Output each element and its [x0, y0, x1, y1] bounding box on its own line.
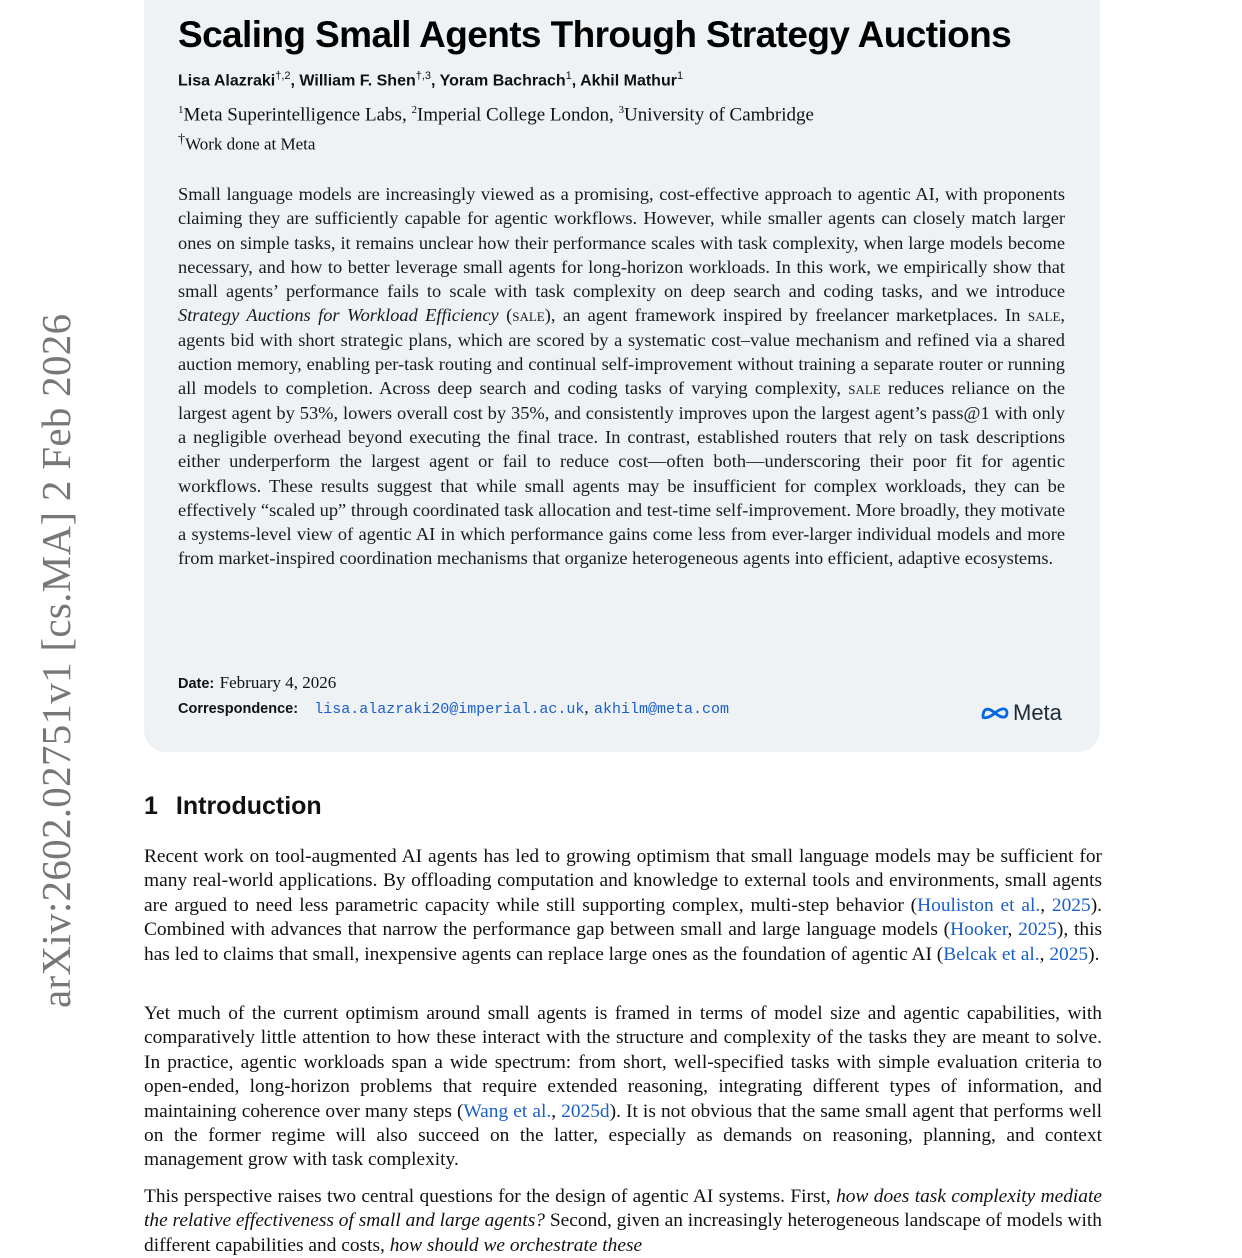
citation-link[interactable]: 2025: [1049, 943, 1089, 965]
affiliation-name: University of Cambridge: [624, 104, 814, 126]
section-heading: [144, 792, 322, 821]
arxiv-identifier: arXiv:2602.02751v1 [cs.MA] 2 Feb 2026: [33, 313, 79, 1008]
text-segment: ).: [1088, 943, 1100, 965]
citation-link[interactable]: Hooker: [950, 919, 1008, 941]
author-name: Lisa Alazraki: [178, 72, 276, 90]
affiliation-name: Meta Superintelligence Labs: [183, 104, 402, 126]
author-note: [178, 131, 315, 155]
correspondence-line: [178, 698, 729, 718]
text-segment: ,: [1040, 894, 1052, 916]
emphasis-text: how does task complexity mediate the relative effectiveness of small and large agents?: [144, 1186, 1102, 1232]
abstract-segment: (: [498, 305, 513, 326]
paper-title: Scaling Small Agents Through Strategy Auctions: [178, 14, 1012, 55]
affiliation-name: Imperial College London: [416, 104, 609, 126]
acronym: sale: [1027, 305, 1061, 326]
citation-link[interactable]: 2025: [1018, 919, 1057, 941]
abstract-text: [178, 182, 1065, 571]
affiliations: $^1$Meta Superintelligence Labs, $^2$Imperial College London, $^3$University of Cambridge: [178, 104, 814, 126]
email-separator: ,: [584, 698, 589, 717]
affiliation-superscript: 2: [411, 104, 417, 116]
date-value: February 4, 2026: [219, 673, 337, 692]
date-line: [178, 673, 336, 693]
author-name: Yoram Bachrach: [439, 72, 566, 90]
abstract-segment: , agents bid with short strategic plans, which are scored by a systematic cost–value mechanism and refined via a shared auction memory, enabling per-task routing and continual self-improvement without training a separate router or running all models to completion. Across deep search and coding tasks of varying complexity,: [178, 305, 1065, 399]
author-superscript: †,2: [275, 70, 291, 82]
citation-link[interactable]: 2025d: [561, 1100, 610, 1122]
author-list: Lisa Alazraki$^{\dagger,2}$, William F. Shen$^{\dagger,3}$, Yoram Bachrach$^1$, Akhil Mathur$^1$: [178, 70, 684, 90]
text-segment: ,: [1007, 919, 1019, 941]
intro-paragraph-1: [144, 845, 1102, 967]
citation-link[interactable]: Houliston et al.: [917, 894, 1041, 916]
emphasis-text: how should we orchestrate these: [389, 1234, 643, 1256]
section-number: 1: [144, 792, 158, 820]
date-label: Date:: [178, 676, 215, 692]
text-segment: Yet much of the current optimism around small agents is framed in terms of model size and agentic capabilities, with comparatively little attention to how these interact with the structure and complexity of the tasks they are meant to solve. In practice, agentic workloads span a wide spectrum: from short, well-specified tasks with simple evaluation criteria to open-ended, long-horizon problems that require extended reasoning, integrating different types of information, and maintaining coherence over many steps (: [144, 1003, 1102, 1122]
author-superscript: †,3: [415, 70, 432, 82]
citation-link[interactable]: Belcak et al.: [943, 943, 1040, 965]
intro-paragraph-2: [144, 1002, 1102, 1173]
text-segment: ), this has led to claims that small, inexpensive agents can replace large ones as the foundation of agentic AI (: [144, 919, 1103, 965]
correspondence-label: Correspondence:: [178, 701, 299, 717]
text-segment: This perspective raises two central questions for the design of agentic AI systems. First,: [144, 1186, 837, 1207]
affiliation-superscript: 1: [178, 104, 184, 116]
meta-logo: [980, 700, 1062, 726]
text-segment: ,: [1039, 943, 1050, 965]
text-segment: Recent work on tool-augmented AI agents has led to growing optimism that small language models may be sufficient for many real-world applications. By offloading computation and knowledge to external tools and environments, small agents are argued to need less parametric capacity while still supporting complex, multi-step behavior (: [144, 846, 1102, 916]
abstract-segment: reduces reliance on the largest agent by 53%, lowers overall cost by 35%, and consistently improves upon the largest agent’s pass@1 with only a negligible overhead beyond executing the final trace. In contrast, established routers that rely on task descriptions either underperform the largest agent or fail to reduce cost—often both—underscoring their poor fit for agentic workflows. These results suggest that while small agents may be insufficient for complex workloads, they can be effectively “scaled up” through coordinated task allocation and test-time self-improvement. More broadly, they motivate a systems-level view of agentic AI in which performance gains come less from ever-larger individual models and more from market-inspired coordination mechanisms that organize heterogeneous agents into efficient, adaptive ecosystems.: [178, 378, 1065, 569]
abstract-segment: ), an agent framework inspired by freelancer marketplaces. In: [544, 305, 1028, 326]
author-superscript: 1: [676, 70, 684, 82]
email-link[interactable]: lisa.alazraki20@imperial.ac.uk: [314, 701, 585, 718]
meta-infinity-icon: [980, 704, 1010, 722]
affiliation-superscript: 3: [618, 104, 624, 116]
author-name: William F. Shen: [299, 72, 416, 90]
author-name: Akhil Mathur: [580, 72, 677, 90]
text-segment: ). It is not obvious that the same small agent that performs well on the former regime will also succeed on the latter, especially as demands on reasoning, planning, and context management grow with task complexity.: [144, 1100, 1102, 1171]
note-superscript: †: [178, 131, 186, 147]
abstract-segment: Small language models are increasingly viewed as a promising, cost-effective approach to agentic AI, with proponents claiming they are sufficiently capable for agentic workflows. However, while smaller agents can closely match larger ones on simple tasks, it remains unclear how their performance scales with task complexity, when large models become necessary, and how to better leverage small agents for long-horizon workloads. In this work, we empirically show that small agents’ performance fails to scale with task complexity on deep search and coding tasks, and we introduce: [178, 184, 1065, 302]
meta-logo-text: Meta: [1013, 700, 1062, 725]
section-title: Introduction: [175, 792, 322, 820]
author-superscript: 1: [565, 70, 572, 82]
email-link[interactable]: akhilm@meta.com: [593, 701, 730, 718]
intro-paragraph-3: [144, 1185, 1102, 1258]
acronym: sale: [848, 378, 881, 399]
acronym: sale: [512, 305, 545, 326]
citation-link[interactable]: 2025: [1051, 894, 1091, 916]
citation-link[interactable]: Wang et al.: [463, 1100, 552, 1122]
framework-name: Strategy Auctions for Workload Efficiency: [178, 305, 499, 326]
text-segment: ,: [551, 1100, 562, 1122]
note-text: Work done at Meta: [185, 134, 316, 154]
text-segment: ). Combined with advances that narrow the performance gap between small and large language models (: [144, 894, 1102, 941]
text-segment: Second, given an increasingly heterogeneous landscape of models with different capabilities and costs,: [144, 1210, 1102, 1256]
